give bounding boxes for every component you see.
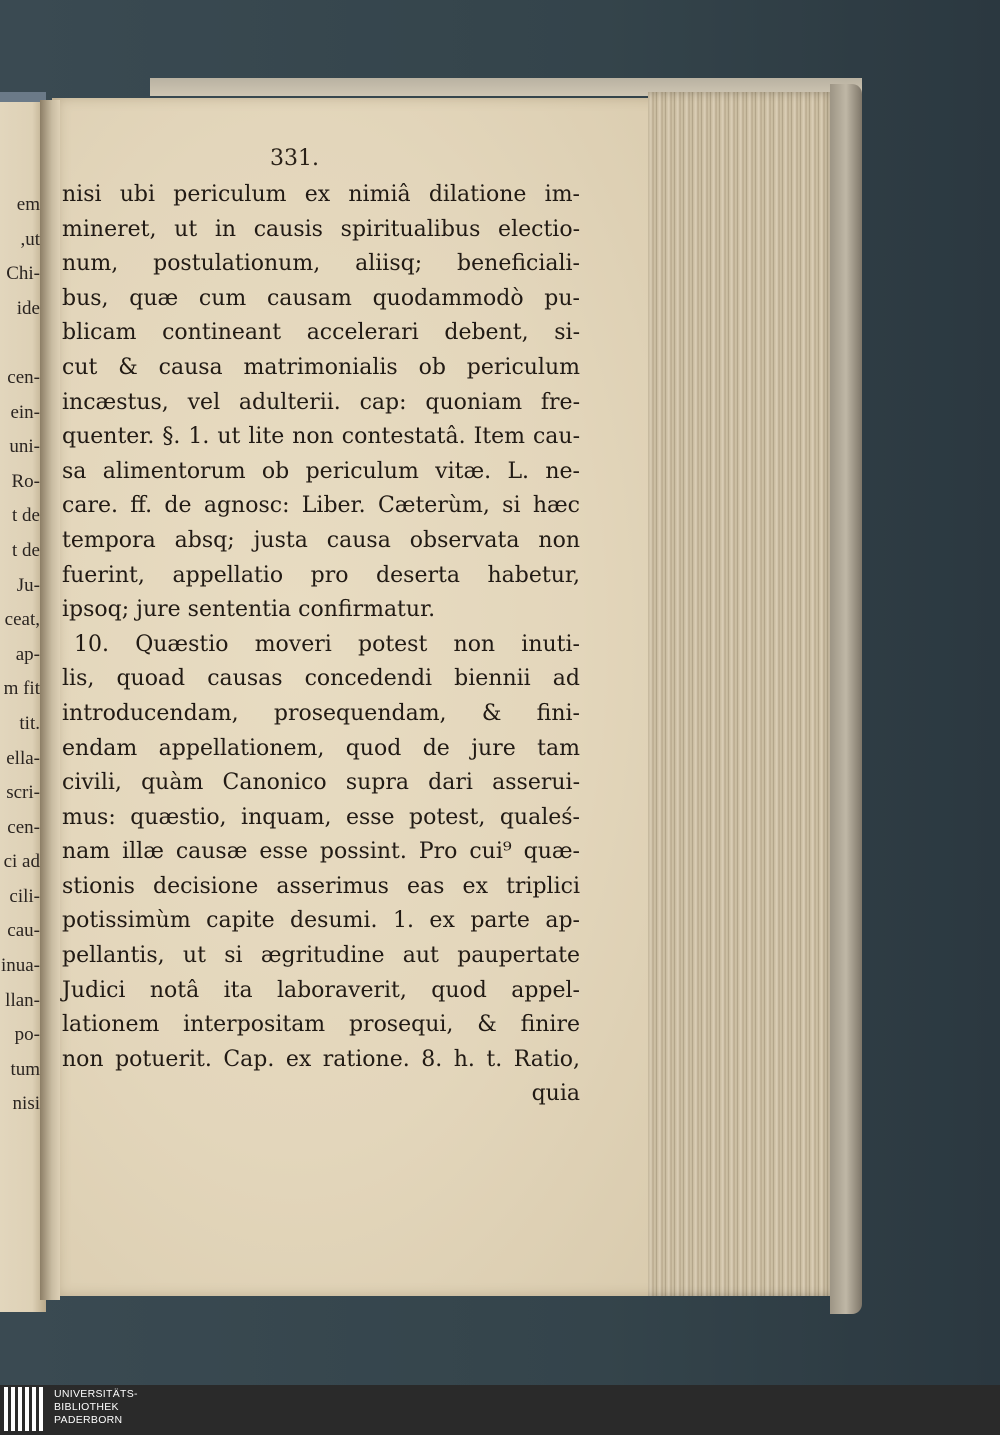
left-page-text-fragments [0, 188, 40, 1122]
library-name-line-1: UNIVERSITÄTS- [54, 1388, 138, 1400]
book-cover-edge [830, 84, 862, 1314]
left-page-fragment: Ju- [16, 574, 40, 596]
left-page-fragment: ein- [10, 401, 40, 423]
library-logo-text [54, 1388, 138, 1427]
left-page-fragment: cau- [7, 920, 40, 942]
left-page-fragment: ceat, [4, 609, 40, 631]
text-line: nisi ubi periculum ex nimiâ dilatione im- [62, 182, 580, 207]
left-page-fragment: cen- [7, 816, 40, 838]
left-page-fragment: Chi- [6, 263, 40, 285]
text-line: fuerint, appellatio pro deserta habetur, [62, 562, 580, 588]
text-line: ipsoq; jure sententia confirmatur. [62, 597, 436, 623]
text-line: non potuerit. Cap. ex ratione. 8. h. t. Ratio, [62, 1046, 580, 1072]
left-page-fragment: cen- [7, 366, 40, 388]
left-page-fragment: llan- [5, 989, 40, 1011]
left-page-fragment: scri- [6, 782, 40, 804]
page-number: 331. [270, 146, 319, 171]
text-line: 10. Quæstio moveri potest non inuti- [74, 631, 580, 657]
left-page-fragment: Ro- [11, 470, 40, 492]
text-line: bus, quæ cum causam quodammodò pu- [62, 285, 580, 311]
text-line: nam illæ causæ esse possint. Pro cui⁹ quæ- [62, 839, 580, 865]
left-page-fragment: ci ad [3, 851, 40, 873]
left-page-fragment [0, 326, 40, 361]
library-name-line-2: BIBLIOTHEK [54, 1401, 119, 1413]
text-line: tempora absq; justa causa observata non [62, 527, 580, 553]
left-page-fragment: t de [12, 505, 40, 527]
text-line: lationem interpositam prosequi, & finire [62, 1012, 580, 1038]
text-line: sa alimentorum ob periculum vitæ. L. ne- [62, 458, 580, 484]
left-page-fragment: ,ut [20, 228, 40, 250]
page-text-block [62, 178, 580, 1112]
text-line: num, postulationum, aliisq; beneficiali- [62, 251, 580, 277]
left-page-fragment: m fit [3, 678, 40, 700]
text-line: introducendam, prosequendam, & fini- [62, 700, 580, 726]
text-line: cut & causa matrimonialis ob periculum [62, 354, 580, 380]
left-page-fragment: tit. [19, 712, 40, 734]
left-page-fragment: uni- [9, 436, 40, 458]
left-page-fragment: po- [14, 1024, 40, 1046]
catchword: quia [531, 1081, 580, 1107]
text-line: lis, quoad causas concedendi biennii ad [62, 666, 580, 692]
text-line: mus: quæstio, inquam, esse potest, qualeś- [62, 804, 580, 830]
text-line: potissimùm capite desumi. 1. ex parte ap- [62, 908, 580, 934]
text-line: care. ff. de agnosc: Liber. Cæterùm, si hæc [62, 493, 580, 519]
left-page-fragment: nisi [12, 1093, 40, 1115]
text-line: pellantis, ut si ægritudine aut paupertate [62, 943, 580, 969]
left-page-fragment: ide [16, 297, 40, 319]
left-page-fragment: inua- [0, 955, 40, 977]
text-line: civili, quàm Canonico supra dari asserui- [62, 770, 580, 796]
left-page-fragment: ap- [15, 643, 40, 665]
text-line: quenter. §. 1. ut lite non contestatâ. Item cau- [62, 424, 580, 450]
library-name-line-3: PADERBORN [54, 1414, 123, 1426]
page-edges [648, 92, 838, 1296]
left-page-fragment: cili- [9, 885, 40, 907]
text-line: stionis decisione asserimus eas ex triplici [62, 873, 580, 899]
book-gutter [40, 100, 60, 1300]
library-logo-icon [4, 1387, 46, 1431]
text-line: Judici notâ ita laboraverit, quod appel- [62, 977, 580, 1003]
text-line: blicam contineant accelerari debent, si- [62, 320, 580, 346]
left-page-fragment: em [16, 194, 40, 215]
text-line: mineret, ut in causis spiritualibus electio- [62, 216, 580, 242]
left-page-fragment: t de [12, 539, 40, 561]
library-footer [0, 1385, 1000, 1435]
left-page-fragment: ella- [6, 747, 40, 769]
left-page-fragment: tum [10, 1058, 40, 1080]
text-line: incæstus, vel adulterii. cap: quoniam fre- [62, 389, 580, 415]
text-line: endam appellationem, quod de jure tam [62, 735, 580, 761]
